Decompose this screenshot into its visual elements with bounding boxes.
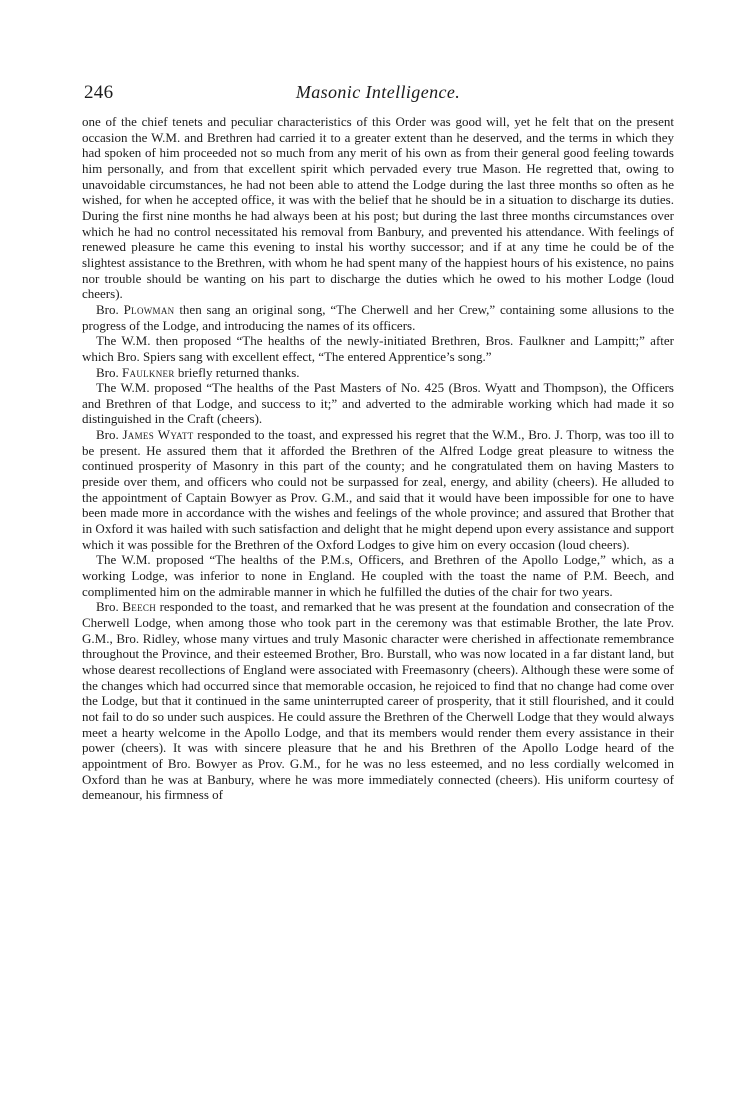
speaker-name: James Wyatt [122, 427, 194, 443]
paragraph [82, 599, 674, 803]
paragraph-text: one of the chief tenets and peculiar characteristics of this Order was good will, yet he felt that on the present occasion the W.M. and Brethren had carried it to a greater extent than he deserved, and the terms in which they had spoken of him proceeded not so much from any merit of his own as from their general good feeling towards him personally, and from that excellent spirit which pervaded every true Mason. He regretted that, owing to unavoidable circumstances, he had not been able to attend the Lodge during the last three months so often as he wished, for when he accepted office, it was with the belief that he should be in a situation to discharge its duties. During the first nine months he had always been at his post; but during the last three months circumstances over which he had no control necessitated his removal from Banbury, and prevented his attendance. With feelings of renewed pleasure he came this evening to instal his worthy successor; and if at any time he could be of the slightest assistance to the Brethren, with whom he had spent many of the happiest hours of his existence, no pains nor trouble should be wanting on his part to discharge the duties which he owed to his mother Lodge (loud cheers). [82, 114, 674, 302]
paragraph [82, 114, 674, 302]
running-title: Masonic Intelligence. [295, 82, 461, 102]
paragraph-text: The W.M. then proposed “The healths of the newly-initiated Brethren, Bros. Faulkner and Lampitt;” after which Bro. Spiers sang with excellent effect, “The entered Apprentice’s song.” [82, 333, 674, 364]
paragraph-lead: Bro. [96, 599, 123, 615]
paragraph [82, 333, 674, 364]
journal-page [82, 60, 674, 803]
paragraph [82, 365, 674, 381]
paragraph-text: responded to the toast, and expressed his regret that the W.M., Bro. J. Thorp, was too ill to be present. He assured them that it afforded the Brethren of the Alfred Lodge great pleasure to witness the continued prosperity of Masonry in this part of the county; and he congratulated them on having Masters to preside over them, and officers who could not be surpassed for zeal, energy, and ability (cheers). He alluded to the appointment of Captain Bowyer as Prov. G.M., and said that it would have been impossible for one to have been made more in accordance with the wishes and feelings of the whole province; and assured that Brother that in Oxford it was hailed with such satisfaction and delight that he might depend upon every assistance and support which it was possible for the Brethren of the Oxford Lodges to give him on every occasion (loud cheers). [82, 427, 675, 552]
paragraph-lead: Bro. [96, 301, 124, 317]
page-number: 246 [84, 82, 114, 103]
speaker-name: Beech [122, 599, 156, 615]
paragraph [82, 552, 674, 599]
paragraph [82, 302, 674, 333]
paragraph-text: The W.M. proposed “The healths of the Past Masters of No. 425 (Bros. Wyatt and Thompson), the Officers and Brethren of that Lodge, and success to it;” and adverted to the admirable working which had made it so distinguished in the Craft (cheers). [82, 380, 674, 427]
speaker-name: Plowman [123, 301, 175, 317]
speaker-name: Faulkner [122, 364, 175, 380]
running-head [82, 60, 674, 114]
paragraph-text: The W.M. proposed “The healths of the P.M.s, Officers, and Brethren of the Apollo Lodge,” which, as a working Lodge, was inferior to none in England. He coupled with the toast the name of P.M. Beech, and complimented him on the admirable manner in which he fulfilled the duties of the chair for two years. [82, 552, 674, 599]
paragraph-text: responded to the toast, and remarked that he was present at the foundation and consecration of the Cherwell Lodge, when among those who took part in the ceremony was that estimable Brother, the late Prov. G.M., Bro. Ridley, whose many virtues and truly Masonic character were cherished in affectionate remembrance throughout the Province, and their esteemed Brother, Bro. Burstall, who was now located in a far distant land, but whose dearest recollections of England were associated with Freemasonry (cheers). Although these were some of the changes which had occurred since that memorable occasion, he rejoiced to find that no change had come over the Lodge, but that it continued in the same uninterrupted career of prosperity, that it still flourished, and it could not fail to do so under such auspices. He could assure the Brethren of the Cherwell Lodge that they would always meet a hearty welcome in the Apollo Lodge, and that its members would render them every assistance in their power (cheers). It was with sincere pleasure that he and his Brethren of the Apollo Lodge heard of the appointment of Bro. Bowyer as Prov. G.M., for he was no less esteemed, and no less cordially welcomed in Oxford than he was at Banbury, where he was more immediately connected (cheers). His uniform courtesy of demeanour, his firmness of [82, 599, 675, 803]
article-body [82, 114, 674, 803]
paragraph-lead: Bro. [96, 427, 123, 443]
paragraph [82, 427, 674, 552]
paragraph-lead: Bro. [96, 364, 122, 380]
paragraph [82, 380, 674, 427]
paragraph-text: briefly returned thanks. [174, 364, 300, 380]
paragraph-text: then sang an original song, “The Cherwell and her Crew,” containing some allusions to the progress of the Lodge, and introducing the names of its officers. [82, 301, 674, 333]
